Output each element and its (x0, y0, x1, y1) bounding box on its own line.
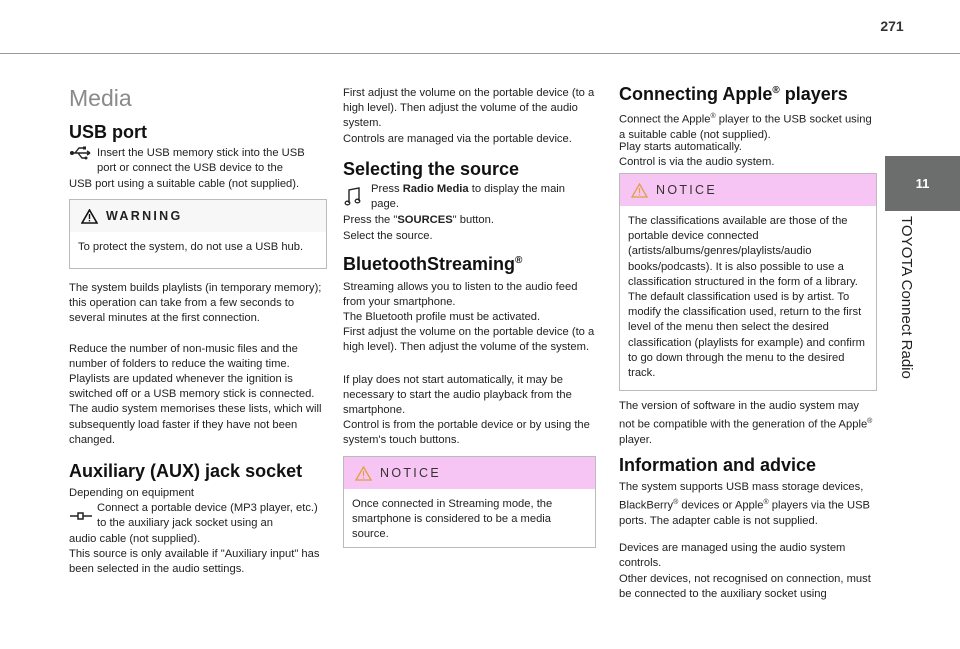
notice-header (344, 457, 595, 489)
usb-para-1: The system builds playlists (in temporary memory); this operation can take from a few seconds to several minutes at the first connection. (69, 282, 322, 325)
info-p1b: devices or Apple (678, 499, 764, 512)
usb-instruction (69, 146, 327, 176)
bt-para-5: Control is from the portable device or by using the system's touch buttons. (343, 419, 590, 447)
header-divider (0, 53, 960, 54)
apple-heading (619, 84, 848, 105)
sources-pre: Press the " (343, 214, 398, 226)
sources-button-instruction (343, 213, 596, 228)
chapter-title: TOYOTA Connect Radio (898, 216, 915, 379)
press-rest-text: to display the main page. (371, 183, 565, 211)
bt-para-2: The Bluetooth profile must be activated. (343, 311, 541, 323)
usb-para-2: Reduce the number of non-music files and the number of folders to reduce the waiting time. (69, 343, 298, 371)
registered-mark: ® (763, 499, 769, 507)
aux-instruction-cont: audio cable (not supplied). (69, 533, 201, 545)
aux-heading: Auxiliary (AUX) jack socket (69, 461, 303, 481)
registered-mark: ® (867, 418, 873, 426)
bluetooth-heading-text: BluetoothStreaming (343, 254, 516, 274)
radio-media-label: Radio Media (402, 183, 469, 195)
sources-post: " button. (452, 214, 494, 226)
info-para-3: Other devices, not recognised on connection, must be connected to the auxiliary socket using (619, 573, 871, 601)
info-para-1 (619, 480, 877, 529)
info-para-2: Devices are managed using the audio system controls. (619, 542, 846, 570)
bt-para-4: If play does not start automatically, it may be necessary to start the audio playback from the smartphone. (343, 374, 572, 417)
registered-mark: ® (772, 85, 780, 96)
notice-box-streaming (343, 456, 596, 548)
source-instruction-text (371, 182, 596, 212)
usb-instruction-text: Insert the USB memory stick into the USB port or connect the USB device to the (97, 147, 305, 175)
apple-heading-b: players (779, 84, 848, 104)
apple-para-3: Control is via the audio system. (619, 156, 775, 168)
music-note-icon (343, 182, 371, 208)
notice-text-2: The default classification used is by artist. To modify the classification used, return to the first level of the menu then select the desired classification (playlists for example) and confirm to go down through the menu to the desired track. (628, 291, 865, 380)
warning-icon (81, 209, 98, 224)
apple-p1a: Connect the Apple (619, 113, 711, 126)
select-source-heading: Selecting the source (343, 159, 520, 179)
section-title: Media (69, 85, 132, 111)
chapter-number: 11 (915, 176, 930, 191)
software-version-note (619, 399, 877, 448)
notice-text-1: The classifications available are those of the portable device connected (artists/albums/genres/playlists/audio books/podcasts). It is also possible to use a classification structured in the form of a library. (628, 215, 858, 288)
apple-para-2: Play starts automatically. (619, 141, 742, 153)
registered-mark: ® (515, 255, 523, 266)
source-instruction (343, 182, 596, 212)
aux-para: This source is only available if "Auxiliary input" has been selected in the audio settings. (69, 548, 320, 576)
usb-icon (69, 146, 97, 160)
apple-heading-a: Connecting Apple (619, 84, 773, 104)
press-text: Press (371, 183, 403, 195)
version-b: player. (619, 434, 652, 447)
info-advice-heading: Information and advice (619, 455, 817, 475)
notice-text: Once connected in Streaming mode, the smartphone is considered to be a media source. (352, 498, 553, 541)
apple-para-1 (619, 109, 877, 143)
bluetooth-heading (343, 254, 522, 275)
warning-label: WARNING (106, 209, 183, 223)
apple-p1b: player to the USB socket using a suitable cable (not supplied). (619, 113, 872, 141)
warning-header (70, 200, 326, 232)
bt-para-3: First adjust the volume on the portable device (to a high level). Then adjust the volume of the system. (343, 326, 595, 354)
notice-icon (355, 466, 372, 481)
controls-intro: Controls are managed via the portable device. (343, 133, 572, 145)
aux-jack-icon (69, 501, 97, 523)
select-source-text: Select the source. (343, 230, 433, 242)
usb-instruction-cont: USB port using a suitable cable (not supplied). (69, 178, 300, 190)
chapter-tab[interactable] (885, 156, 960, 211)
bt-para-1: Streaming allows you to listen to the audio feed from your smartphone. (343, 281, 578, 309)
usb-port-heading: USB port (69, 122, 147, 142)
registered-mark: ® (673, 499, 679, 507)
notice-label: NOTICE (656, 183, 718, 197)
notice-icon (631, 183, 648, 198)
sources-label: SOURCES (397, 214, 453, 226)
aux-intro: Depending on equipment (69, 487, 195, 499)
version-a: The version of software in the audio system may not be compatible with the generation of the Apple (619, 400, 868, 431)
notice-text (620, 206, 876, 387)
info-p1c: players via the USB ports. The adapter cable is not supplied. (619, 499, 870, 528)
info-p1a: The system supports USB mass storage devices, BlackBerry (619, 481, 864, 512)
volume-intro: First adjust the volume on the portable device (to a high level). Then adjust the volume of the audio system. (343, 87, 595, 130)
notice-box-classification (619, 173, 877, 391)
warning-box (69, 199, 327, 269)
notice-label: NOTICE (380, 466, 442, 480)
page-number: 271 (880, 18, 904, 34)
aux-instruction (69, 501, 327, 531)
warning-text: To protect the system, do not use a USB hub. (78, 241, 304, 253)
aux-instruction-text: Connect a portable device (MP3 player, etc.) to the auxiliary jack socket using an (97, 502, 318, 530)
usb-para-3: Playlists are updated whenever the ignition is switched off or a USB memory stick is connected. The audio system memorises these lists, which will subsequently load faster if they have not been changed. (69, 373, 322, 446)
notice-header (620, 174, 876, 206)
registered-mark: ® (710, 113, 716, 120)
